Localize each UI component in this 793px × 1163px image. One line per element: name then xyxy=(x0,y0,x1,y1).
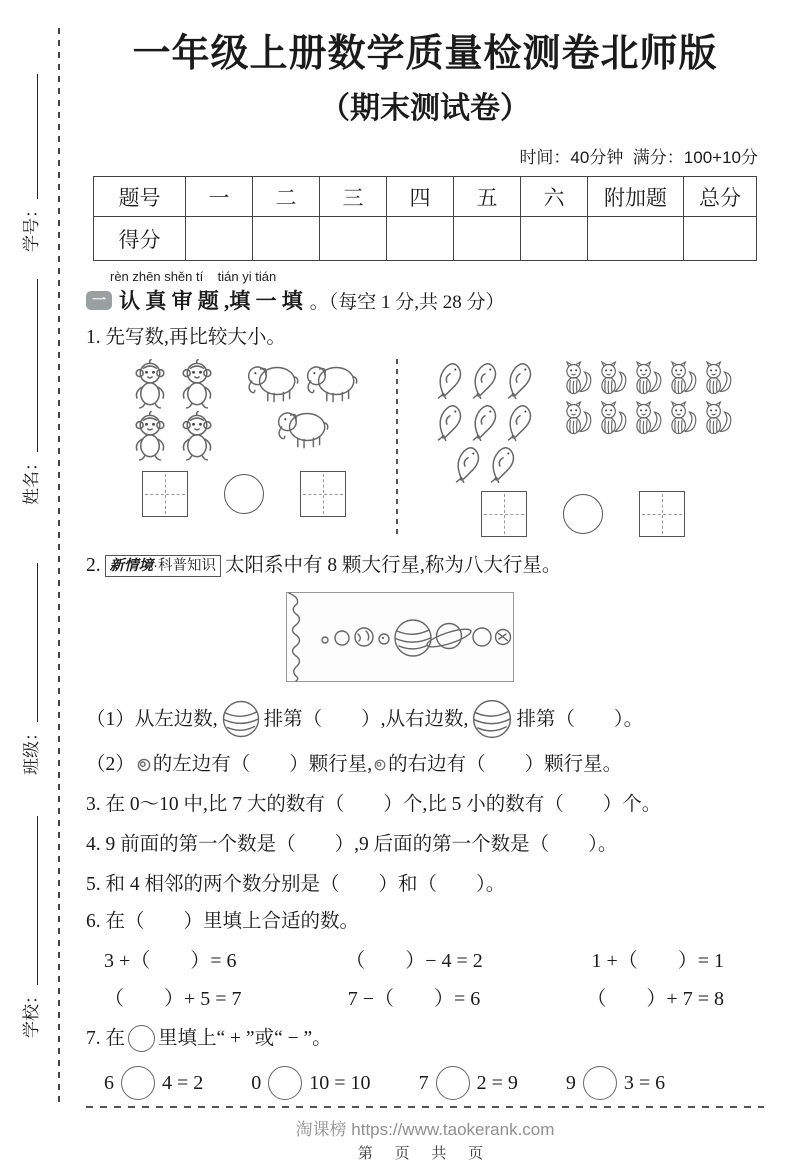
answer-grid-box xyxy=(481,491,527,537)
squirrel-icon xyxy=(701,359,733,397)
score-row-label: 得分 xyxy=(94,217,186,261)
planet-venus-icon xyxy=(335,631,349,645)
footer-dashed-divider xyxy=(86,1106,764,1108)
answer-grid-box xyxy=(300,471,346,517)
dolphin-icon xyxy=(451,443,483,483)
page-number-label: 第 页 共 页 xyxy=(357,1146,493,1163)
score-table-header-label: 题号 xyxy=(94,177,186,217)
squirrel-icon xyxy=(631,359,663,397)
answer-row-left xyxy=(142,471,346,517)
pinyin-caption: rèn zhēn shěn tí tián yi tián xyxy=(110,269,277,284)
score-table-col: 三 xyxy=(320,177,387,217)
monkey-group xyxy=(128,359,219,461)
student-name-field xyxy=(12,279,42,505)
equation: （ ）+ 7 = 8 xyxy=(586,988,724,1011)
dolphin-icon xyxy=(503,401,535,441)
sun-icon xyxy=(289,593,300,681)
question-2-sub2: （2） 的左边有（ ）颗行星, 的右边有（ ）颗行星。 xyxy=(86,754,623,776)
jupiter-planet-icon xyxy=(221,699,261,739)
planet-uranus-icon xyxy=(473,628,491,646)
equation: 0 10 = 10 xyxy=(251,1066,370,1100)
monkey-icon xyxy=(128,411,172,461)
operator-circle xyxy=(121,1066,155,1100)
student-name-label: 姓名： xyxy=(22,454,41,505)
squirrel-icon xyxy=(596,359,628,397)
elephant-icon xyxy=(245,359,301,403)
question-6-equations-row-1 xyxy=(86,944,764,973)
equation: （ ）− 4 = 2 xyxy=(345,950,483,973)
squirrel-icon xyxy=(666,399,698,437)
dolphin-icon xyxy=(433,359,465,399)
section-1-title: 认 真 审 题 ,填 一 填 xyxy=(119,289,303,313)
equation: 3 +（ ）= 6 xyxy=(104,950,237,973)
squirrel-icon xyxy=(596,399,628,437)
dolphin-icon xyxy=(433,401,465,441)
question-5-text: 5. 和 4 相邻的两个数分别是（ ）和（ ）。 xyxy=(86,873,506,895)
equation: 7 2 = 9 xyxy=(419,1066,518,1100)
class-label: 班级： xyxy=(22,724,41,775)
school-field xyxy=(12,816,42,1038)
score-table-col: 五 xyxy=(454,177,521,217)
planet-mercury-icon xyxy=(322,637,328,643)
score-table-col: 总分 xyxy=(684,177,757,217)
score-cell xyxy=(387,217,454,261)
equation: 7 −（ ）= 6 xyxy=(347,988,481,1011)
student-id-blank-line xyxy=(37,74,38,199)
squirrel-icon xyxy=(631,399,663,437)
solar-system-drawing xyxy=(287,593,513,681)
score-cell xyxy=(684,217,757,261)
question-2-text xyxy=(86,553,764,579)
question-1-text: 1. 先写数,再比较大小。 xyxy=(86,327,286,348)
section-1-note: 。（每空 1 分,共 28 分） xyxy=(309,291,505,313)
dolphin-icon xyxy=(468,401,500,441)
equation: （ ）+ 5 = 7 xyxy=(104,988,242,1011)
jupiter-planet-icon xyxy=(471,698,513,740)
squirrel-icon xyxy=(666,359,698,397)
answer-row-right xyxy=(481,491,685,537)
elephant-group xyxy=(245,359,360,449)
section-1-heading xyxy=(86,285,764,315)
student-id-label: 学号： xyxy=(22,201,41,252)
figure-panel-right xyxy=(402,359,764,537)
solar-system-figure xyxy=(286,592,514,682)
question-6-equations-row-2 xyxy=(86,982,764,1011)
monkey-icon xyxy=(175,359,219,409)
score-cell xyxy=(521,217,588,261)
page-subtitle: （期末测试卷） xyxy=(320,92,530,125)
school-label: 学校： xyxy=(22,987,41,1038)
elephant-icon xyxy=(275,405,331,449)
monkey-icon xyxy=(128,359,172,409)
score-cell xyxy=(253,217,320,261)
page-title: 一年级上册数学质量检测卷北师版 xyxy=(132,33,718,75)
dolphin-icon xyxy=(503,359,535,399)
question-1-figure xyxy=(96,359,764,537)
score-table xyxy=(93,176,757,261)
student-name-blank-line xyxy=(37,279,38,452)
dolphin-group xyxy=(433,359,535,483)
question-7-text: 7. 在 里填上“ + ”或“ − ”。 xyxy=(86,1025,764,1052)
operator-circle xyxy=(583,1066,617,1100)
question-2-sub1: （1）从左边数, 排第（ ）,从右边数, 排第（ ）。 xyxy=(86,698,764,740)
dolphin-icon xyxy=(486,443,518,483)
planet-earth-icon xyxy=(355,628,373,646)
planet-mars-icon xyxy=(379,634,389,644)
question-4-text: 4. 9 前面的第一个数是（ ）,9 后面的第一个数是（ ）。 xyxy=(86,833,618,855)
question-2-number: 2. xyxy=(86,554,101,576)
score-table-col: 二 xyxy=(253,177,320,217)
equation: 1 +（ ）= 1 xyxy=(591,950,724,973)
score-cell xyxy=(588,217,684,261)
question-2-statement: 太阳系中有 8 颗大行星,称为八大行星。 xyxy=(224,554,562,576)
question-3-text: 3. 在 0～10 中,比 7 大的数有（ ）个,比 5 小的数有（ ）个。 xyxy=(86,794,662,816)
monkey-icon xyxy=(175,411,219,461)
score-table-header-row xyxy=(94,177,757,217)
context-knowledge-badge: 新情境·科普知识 xyxy=(105,555,221,577)
elephant-icon xyxy=(304,359,360,403)
class-field xyxy=(12,563,42,775)
answer-grid-box xyxy=(142,471,188,517)
operator-circle xyxy=(436,1066,470,1100)
operator-circle xyxy=(128,1025,155,1052)
squirrel-icon xyxy=(701,399,733,437)
planet-jupiter-icon xyxy=(395,620,431,656)
score-table-score-row xyxy=(94,217,757,261)
equation: 6 4 = 2 xyxy=(104,1066,203,1100)
score-table-col: 六 xyxy=(521,177,588,217)
squirrel-icon xyxy=(561,359,593,397)
tiny-planet-icon xyxy=(374,759,386,771)
tiny-planet-icon xyxy=(137,758,151,772)
class-blank-line xyxy=(37,563,38,722)
score-table-col: 四 xyxy=(387,177,454,217)
answer-grid-box xyxy=(639,491,685,537)
score-cell xyxy=(186,217,253,261)
question-7-equations xyxy=(104,1066,764,1100)
score-cell xyxy=(320,217,387,261)
compare-circle xyxy=(563,494,603,534)
section-number-badge: 一 xyxy=(86,291,112,310)
operator-circle xyxy=(268,1066,302,1100)
figure-dashed-divider xyxy=(396,359,398,537)
exam-paper xyxy=(86,0,764,1163)
animals-right xyxy=(433,359,733,483)
dolphin-icon xyxy=(468,359,500,399)
margin-dashed-divider xyxy=(58,28,60,1106)
school-blank-line xyxy=(37,816,38,985)
exam-meta: 时间：40分钟 满分：100+10分 xyxy=(519,148,758,167)
compare-circle xyxy=(224,474,264,514)
equation: 9 3 = 6 xyxy=(566,1066,665,1100)
student-id-field xyxy=(12,74,42,252)
score-table-col: 一 xyxy=(186,177,253,217)
score-cell xyxy=(454,217,521,261)
question-6-text: 6. 在（ ）里填上合适的数。 xyxy=(86,911,360,933)
planet-saturn-icon xyxy=(425,624,472,651)
planet-neptune-icon xyxy=(496,630,511,645)
figure-panel-left xyxy=(96,359,392,537)
animals-left xyxy=(128,359,360,463)
squirrel-icon xyxy=(561,399,593,437)
watermark-brand: 淘课榜 https://www.taokerank.com xyxy=(295,1120,555,1140)
score-table-col: 附加题 xyxy=(588,177,684,217)
squirrel-group xyxy=(561,359,733,437)
